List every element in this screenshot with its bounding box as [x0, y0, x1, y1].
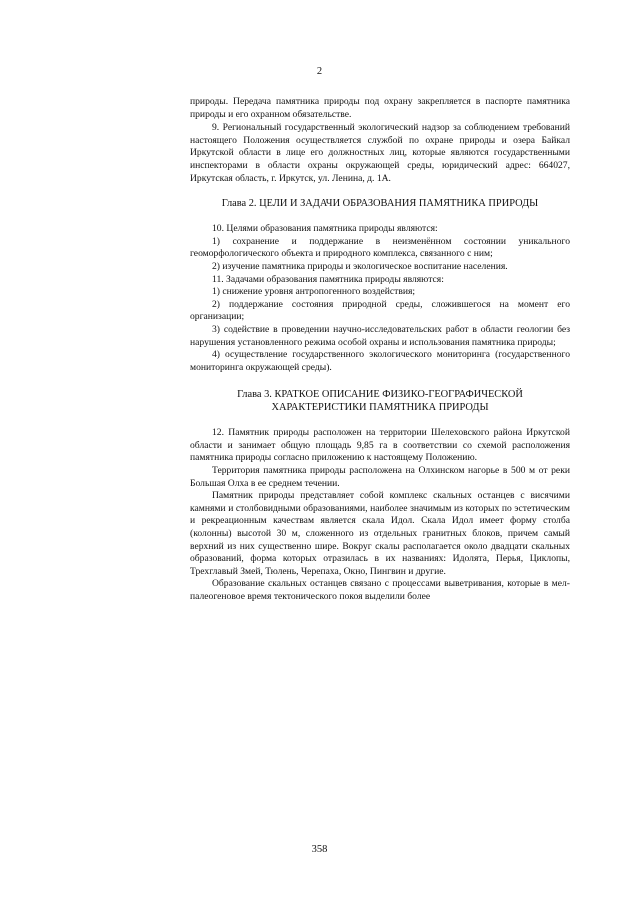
paragraph-11: 11. Задачами образования памятника природы являются: — [212, 273, 444, 285]
paragraph-10-item-1: 1) сохранение и поддержание в неизменённом состоянии уникального геоморфологического объекта и природного комплекса, связанного с ним; — [190, 235, 570, 260]
heading-chapter-3: Глава 3. КРАТКОЕ ОПИСАНИЕ ФИЗИКО-ГЕОГРАФИЧЕСКОЙ ХАРАКТЕРИСТИКИ ПАМЯТНИКА ПРИРОДЫ — [237, 389, 523, 414]
document-body — [190, 96, 570, 604]
paragraph-10: 10. Целями образования памятника природы являются: — [212, 223, 438, 235]
page-number-top: 2 — [316, 66, 323, 77]
paragraph-description: Памятник природы представляет собой комплекс скальных останцев с висячими камнями и столбовидными образованиями, наиболее значимым из которых по эстетическим и рекреационным качествам является скала Идол. Скала Идол имеет форму столба (колонны) высотой 30 м, сложенного из отдельных гранитных блоков, причем самый верхний из них существенно шире. Вокруг скалы располагается около двадцати скальных образований, форма которых отразилась в их названиях: Идолята, Перья, Циклопы, Трехглавый Змей, Тюлень, Черепаха, Окно, Пингвин и другие. — [190, 490, 570, 577]
paragraph-11-item-3: 3) содействие в проведении научно-исследовательских работ в области геологии без нарушения установленного режима особой охраны и использования памятника природы; — [190, 323, 570, 348]
paragraph-10-item-2: 2) изучение памятника природы и экологическое воспитание населения. — [212, 260, 508, 272]
paragraph-territory: Территория памятника природы расположена на Олхинском нагорье в 500 м от реки Большая Олха в ее среднем течении. — [190, 465, 570, 489]
paragraph-intro: природы. Передача памятника природы под охрану закрепляется в паспорте памятника природы и его охранном обязательстве. — [190, 96, 570, 120]
paragraph-formation: Образование скальных останцев связано с процессами выветривания, которые в мел-палеогеновое время тектонического покоя выделили более — [190, 578, 570, 602]
heading-chapter-2: Глава 2. ЦЕЛИ И ЗАДАЧИ ОБРАЗОВАНИЯ ПАМЯТНИКА ПРИРОДЫ — [221, 198, 539, 210]
paragraph-12: 12. Памятник природы расположен на территории Шелеховского района Иркутской области и занимает общую площадь 9,85 га в соответствии со схемой расположения памятника природы согласно приложению к настоящему Положению. — [190, 427, 570, 464]
paragraph-11-item-2: 2) поддержание состояния природной среды, сложившегося на момент его организации; — [190, 298, 570, 323]
paragraph-9: 9. Региональный государственный экологический надзор за соблюдением требований настоящего Положения осуществляется службой по охране природы и озера Байкал Иркутской области в лице его должностных лиц, которые являются государственными инспекторами в области охраны окружающей среды, юридический адрес: 664027, Иркутская область, г. Иркутск, ул. Ленина, д. 1А. — [190, 122, 570, 184]
paragraph-11-item-1: 1) снижение уровня антропогенного воздействия; — [212, 286, 416, 298]
page-number-bottom: 358 — [311, 844, 328, 855]
paragraph-11-item-4: 4) осуществление государственного экологического мониторинга (государственного мониторинга окружающей среды). — [190, 349, 570, 373]
